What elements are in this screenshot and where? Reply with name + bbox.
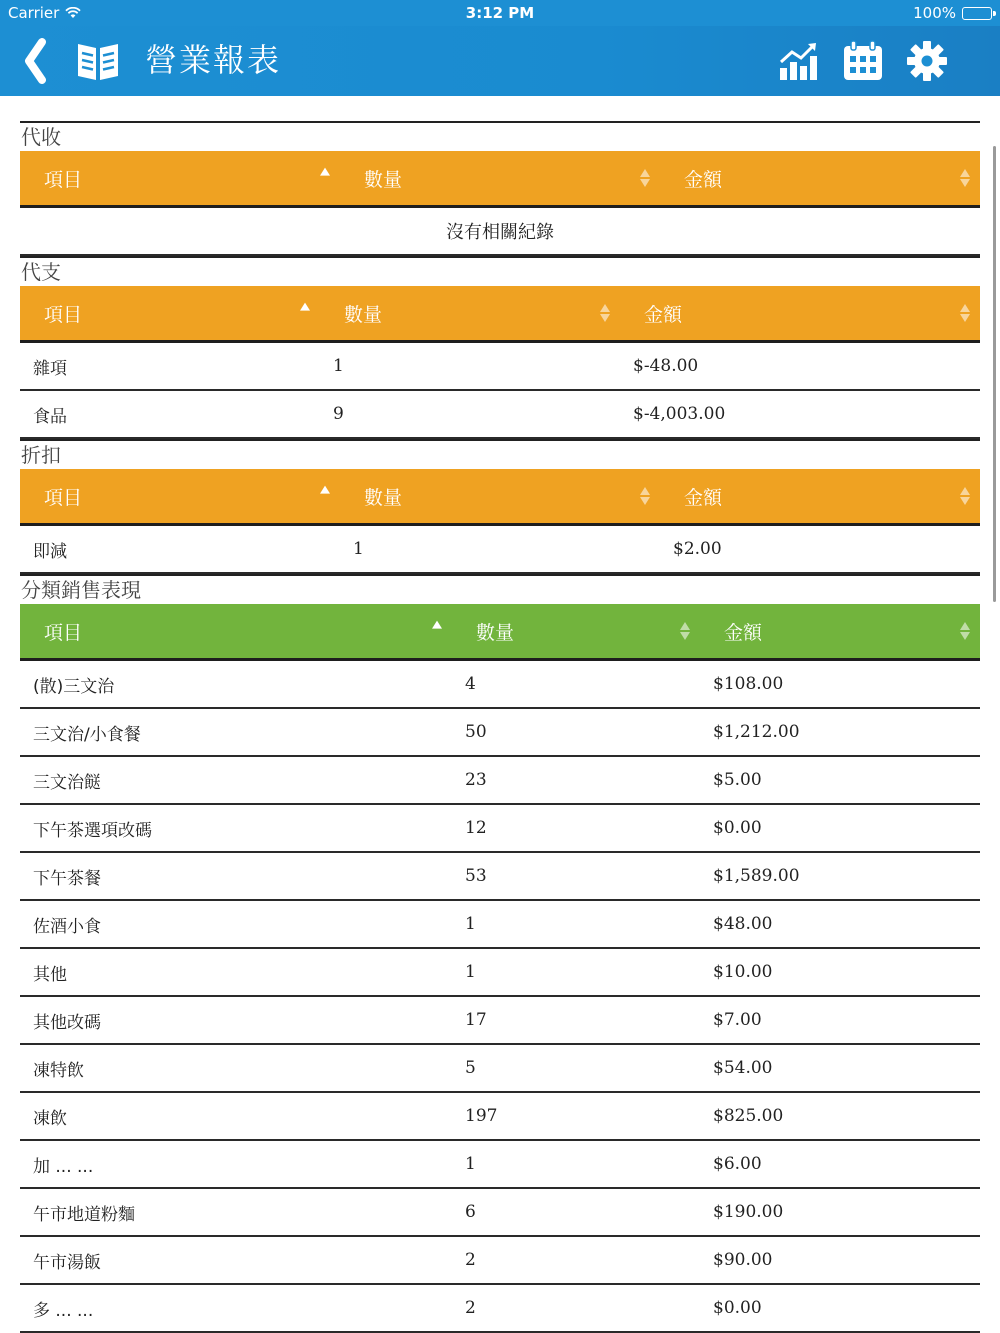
- table-header-collect: [20, 151, 980, 208]
- sort-asc-icon: [300, 303, 310, 311]
- cell-amount: $90.00: [713, 1250, 773, 1270]
- scrollbar[interactable]: [993, 146, 996, 602]
- table-row[interactable]: [20, 997, 980, 1045]
- table-row[interactable]: [20, 949, 980, 997]
- section-title-category: 分類銷售表現: [20, 574, 980, 604]
- cell-qty: 53: [465, 866, 487, 886]
- column-header-label: 數量: [364, 168, 403, 191]
- cell-item: 三文治/小食餐: [33, 724, 141, 745]
- table-row[interactable]: [20, 526, 980, 574]
- calendar-icon[interactable]: [842, 40, 884, 82]
- cell-item: 午市湯飯: [33, 1252, 101, 1273]
- cell-qty: 2: [465, 1250, 476, 1270]
- sort-both-icon: [640, 169, 650, 187]
- table-row[interactable]: [20, 1093, 980, 1141]
- cell-qty: 23: [465, 770, 487, 790]
- cell-qty: 6: [465, 1202, 476, 1222]
- page-title: 營業報表: [145, 41, 282, 79]
- cell-amount: $1,589.00: [713, 866, 800, 886]
- sort-asc-icon: [320, 486, 330, 494]
- sort-both-icon: [960, 169, 970, 187]
- column-header-qty[interactable]: [452, 604, 700, 658]
- cell-amount: $-48.00: [633, 356, 699, 376]
- cell-qty: 4: [465, 674, 476, 694]
- cell-amount: $10.00: [713, 962, 773, 982]
- column-header-amount[interactable]: [660, 151, 980, 205]
- cell-amount: $2.00: [673, 539, 722, 559]
- column-header-label: 項目: [44, 486, 83, 509]
- cell-qty: 1: [333, 356, 344, 376]
- cell-amount: $6.00: [713, 1154, 762, 1174]
- cell-amount: $48.00: [713, 914, 773, 934]
- column-header-label: 金額: [724, 621, 763, 644]
- status-bar: [0, 0, 1000, 26]
- column-header-label: 項目: [44, 303, 83, 326]
- battery-icon: [962, 7, 992, 20]
- cell-item: 其他改碼: [33, 1012, 101, 1033]
- cell-item: 三文治餸: [33, 772, 101, 793]
- table-header-discount: [20, 469, 980, 526]
- section-title-payout: 代支: [20, 256, 980, 286]
- column-header-label: 數量: [364, 486, 403, 509]
- table-row[interactable]: [20, 1141, 980, 1189]
- table-row[interactable]: [20, 1237, 980, 1285]
- table-header-payout: [20, 286, 980, 343]
- cell-qty: 50: [465, 722, 487, 742]
- report-content: [20, 121, 980, 1333]
- column-header-amount[interactable]: [700, 604, 980, 658]
- column-header-qty[interactable]: [320, 286, 620, 340]
- table-row[interactable]: [20, 1189, 980, 1237]
- column-header-label: 項目: [44, 168, 83, 191]
- column-header-label: 項目: [44, 621, 83, 644]
- column-header-qty[interactable]: [340, 469, 660, 523]
- cell-amount: $54.00: [713, 1058, 773, 1078]
- sort-both-icon: [640, 487, 650, 505]
- cell-item: 食品: [33, 406, 67, 427]
- carrier-label: Carrier: [8, 4, 60, 22]
- book-icon[interactable]: [76, 40, 120, 82]
- section-title-discount: 折扣: [20, 439, 980, 469]
- cell-item: 凍飲: [33, 1108, 67, 1129]
- nav-bar: [0, 26, 1000, 96]
- empty-text: 沒有相關紀錄: [446, 222, 554, 243]
- cell-qty: 2: [465, 1298, 476, 1318]
- column-header-label: 金額: [684, 168, 723, 191]
- table-row[interactable]: [20, 757, 980, 805]
- column-header-item[interactable]: [20, 469, 340, 523]
- cell-item: 下午茶餐: [33, 868, 101, 889]
- sort-both-icon: [960, 304, 970, 322]
- gear-icon[interactable]: [906, 40, 948, 82]
- cell-amount: $190.00: [713, 1202, 784, 1222]
- column-header-label: 金額: [684, 486, 723, 509]
- column-header-label: 數量: [476, 621, 515, 644]
- table-row[interactable]: [20, 709, 980, 757]
- table-row[interactable]: [20, 1285, 980, 1333]
- cell-amount: $108.00: [713, 674, 784, 694]
- status-time: 3:12 PM: [465, 4, 535, 22]
- sort-both-icon: [960, 487, 970, 505]
- cell-amount: $0.00: [713, 818, 762, 838]
- sort-both-icon: [960, 622, 970, 640]
- cell-item: 下午茶選項改碼: [33, 820, 152, 841]
- cell-qty: 5: [465, 1058, 476, 1078]
- sort-both-icon: [600, 304, 610, 322]
- cell-item: 雜項: [33, 358, 67, 379]
- cell-item: 其他: [33, 964, 67, 985]
- cell-qty: 9: [333, 404, 344, 424]
- table-row[interactable]: [20, 901, 980, 949]
- cell-amount: $0.00: [713, 1298, 762, 1318]
- cell-amount: $825.00: [713, 1106, 784, 1126]
- cell-item: 凍特飲: [33, 1060, 84, 1081]
- cell-item: 即減: [33, 541, 67, 562]
- back-chevron-icon[interactable]: [20, 38, 54, 84]
- cell-qty: 1: [465, 962, 476, 982]
- column-header-amount[interactable]: [660, 469, 980, 523]
- cell-item: (散)三文治: [33, 676, 115, 697]
- table-header-category: [20, 604, 980, 661]
- table-row[interactable]: [20, 391, 980, 439]
- cell-item: 午市地道粉麵: [33, 1204, 135, 1225]
- cell-item: 佐酒小食: [33, 916, 101, 937]
- sort-asc-icon: [432, 621, 442, 629]
- cell-item: 加 ... ...: [33, 1156, 94, 1177]
- chart-icon[interactable]: [778, 40, 820, 82]
- cell-item: 多 ... ...: [33, 1300, 94, 1321]
- cell-qty: 17: [465, 1010, 487, 1030]
- cell-amount: $1,212.00: [713, 722, 800, 742]
- column-header-item[interactable]: [20, 286, 320, 340]
- column-header-qty[interactable]: [340, 151, 660, 205]
- cell-qty: 1: [353, 539, 364, 559]
- column-header-amount[interactable]: [620, 286, 980, 340]
- battery-percent: 100%: [913, 4, 956, 22]
- cell-amount: $-4,003.00: [633, 404, 726, 424]
- table-row[interactable]: [20, 661, 980, 709]
- section-title-collect: 代收: [20, 121, 980, 151]
- sort-asc-icon: [320, 168, 330, 176]
- sort-both-icon: [680, 622, 690, 640]
- cell-qty: 1: [465, 1154, 476, 1174]
- cell-qty: 1: [465, 914, 476, 934]
- table-row[interactable]: [20, 805, 980, 853]
- table-row[interactable]: [20, 853, 980, 901]
- column-header-label: 數量: [344, 303, 383, 326]
- column-header-label: 金額: [644, 303, 683, 326]
- cell-amount: $5.00: [713, 770, 762, 790]
- table-row[interactable]: [20, 1045, 980, 1093]
- cell-qty: 12: [465, 818, 487, 838]
- battery-info: [913, 4, 992, 22]
- cell-qty: 197: [465, 1106, 498, 1126]
- cell-amount: $7.00: [713, 1010, 762, 1030]
- column-header-item[interactable]: [20, 151, 340, 205]
- table-row[interactable]: [20, 343, 980, 391]
- category-table-body: [20, 661, 980, 1333]
- column-header-item[interactable]: [20, 604, 452, 658]
- empty-row: [20, 208, 980, 256]
